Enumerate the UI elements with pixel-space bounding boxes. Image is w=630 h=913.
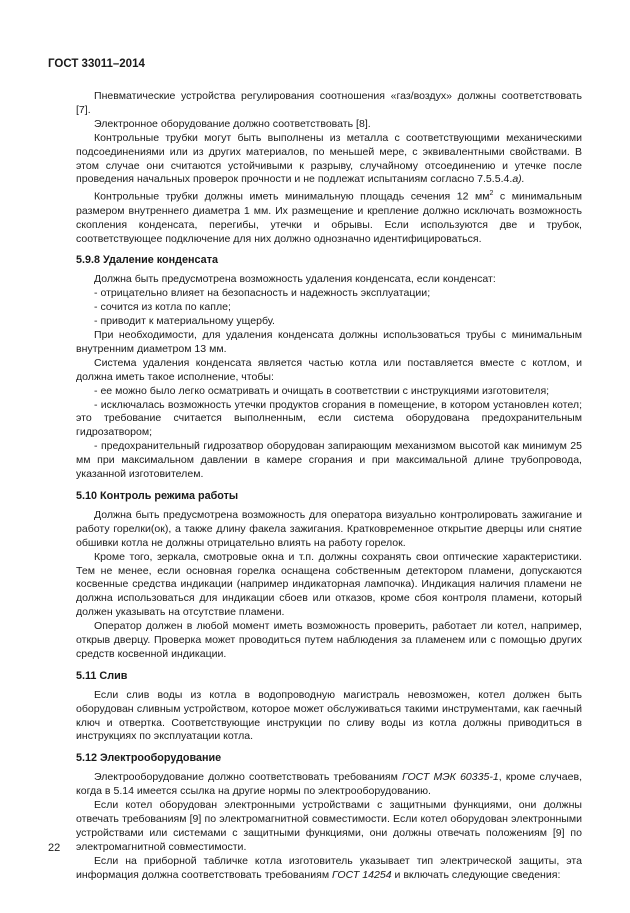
list-item: - сочится из котла по капле; — [94, 301, 231, 314]
paragraph — [76, 771, 582, 799]
paragraph: Должна быть предусмотрена возможность удаления конденсата, если конденсат: — [94, 273, 496, 286]
paragraph-text: Электрооборудование должно соответствовать требованиям — [94, 771, 403, 784]
paragraph — [76, 855, 582, 883]
section-heading-5-10: 5.10 Контроль режима работы — [76, 489, 239, 502]
paragraph-text: с минимальным размером внутреннего диаметра 1 мм. Их размещение и крепление должно исключать возможность скопления конденсата, перегибы, утечки и обрывы. Если используются две и трубок, соответствующее подключение для них должно однозначно идентифицироваться. — [76, 190, 582, 245]
paragraph-text: Контрольные трубки должны иметь минимальную площадь сечения 12 мм — [94, 190, 490, 203]
paragraph-text: , кроме случаев, когда в 5.14 имеется ссылка на другие нормы по электрооборудованию. — [76, 771, 583, 798]
list-item: - предохранительный гидрозатвор оборудован запирающим механизмом высотой как минимум 25 мм при максимальном давлении в камере сгорания и при максимальной длине трубопровода, указанной изготовителем. — [76, 440, 582, 481]
section-heading-5-11: 5.11 Слив — [76, 669, 128, 682]
superscript: 2 — [489, 190, 494, 198]
paragraph: При необходимости, для удаления конденсата должны использоваться трубы с минимальным внутренним диаметром 13 мм. — [76, 329, 582, 355]
section-heading-5-12: 5.12 Электрооборудование — [76, 752, 222, 765]
list-item: - ее можно было легко осматривать и очищать в соответствии с инструкциями изготовителя; — [94, 384, 550, 397]
paragraph-text: Если на приборной табличке котла изготовитель указывает тип электрической защиты, эта информация должна соответствовать требованиям — [76, 854, 582, 881]
paragraph: Система удаления конденсата является частью котла или поставляется вместе с котлом, и должна иметь такое исполнение, чтобы: — [76, 356, 582, 383]
list-item: - отрицательно влияет на безопасность и надежность эксплуатации; — [94, 287, 431, 300]
section-heading-5-9-8: 5.9.8 Удаление конденсата — [76, 254, 218, 267]
paragraph-text: Контрольные трубки могут быть выполнены из металла с соответствующими механическими подсоединениями или из других материалов, по меньшей мере, с эквивалентными свойствами. В этом случае они считаются устойчивыми к разрыву, случайному отсоединению и утечке после проведения начальных проверок прочности и не подлежат испытаниям согласно 7.5.5.4. — [76, 131, 582, 186]
paragraph: Должна быть предусмотрена возможность для оператора визуально контролировать зажигание и работу горелки(ок), а также длину факела зажигания. Кратковременное открытие дверцы или снятие обшивки котла не должны отрицательно влиять на работу горелок. — [76, 508, 582, 549]
paragraph: Кроме того, зеркала, смотровые окна и т.п. должны сохранять свои оптические характеристики. Тем не менее, если основная горелка оснащена собственным детектором пламени, допускаются косвенные средства индикации (например индикаторная лампочка). Индикация наличия пламени не должна использоваться для индикации сбоев или отказов, кроме сбоя контроля пламени, который должен указывать на отсутствие пламени. — [76, 550, 582, 619]
clause-reference: а). — [512, 173, 525, 186]
paragraph — [76, 132, 582, 188]
paragraph: Электронное оборудование должно соответствовать [8]. — [94, 117, 371, 130]
paragraph: Если слив воды из котла в водопроводную магистраль невозможен, котел должен быть оборудован сливным устройством, которое может обслуживаться такими инструментами, как гаечный ключ и отвертка. Соответствующие инструкции по сливу воды из котла должны приводиться в инструкциях по эксплуатации котла. — [76, 688, 582, 743]
list-item: - исключалась возможность утечки продуктов сгорания в помещение, в котором установлен котел; это требование считается выполненным, если система оборудована предохранительным гидрозатвором; — [76, 398, 582, 439]
list-item: - приводит к материальному ущербу. — [94, 315, 275, 328]
paragraph-text: и включать следующие сведения: — [391, 868, 561, 881]
document-body — [76, 90, 582, 883]
standard-reference: ГОСТ МЭК 60335-1 — [402, 771, 499, 784]
paragraph: Пневматические устройства регулирования соотношения «газ/воздух» должны соответствовать [7]. — [76, 90, 582, 116]
page-number: 22 — [48, 842, 61, 854]
standard-reference: ГОСТ 14254 — [332, 868, 392, 881]
standard-header: ГОСТ 33011–2014 — [48, 58, 145, 70]
paragraph: Оператор должен в любой момент иметь возможность проверить, работает ли котел, например, открыв дверцу. Проверка может проводиться путем наблюдения за пламенем или с помощью других средств косвенной индикации. — [76, 620, 582, 660]
paragraph — [76, 187, 582, 246]
paragraph: Если котел оборудован электронными устройствами с защитными функциями, они должны отвечать требованиям [9] по электромагнитной совместимости. Если котел оборудован электронными устройствами или системами с защитными функциями, они должны отвечать положениям [9] по электромагнитной совместимости. — [76, 799, 582, 853]
